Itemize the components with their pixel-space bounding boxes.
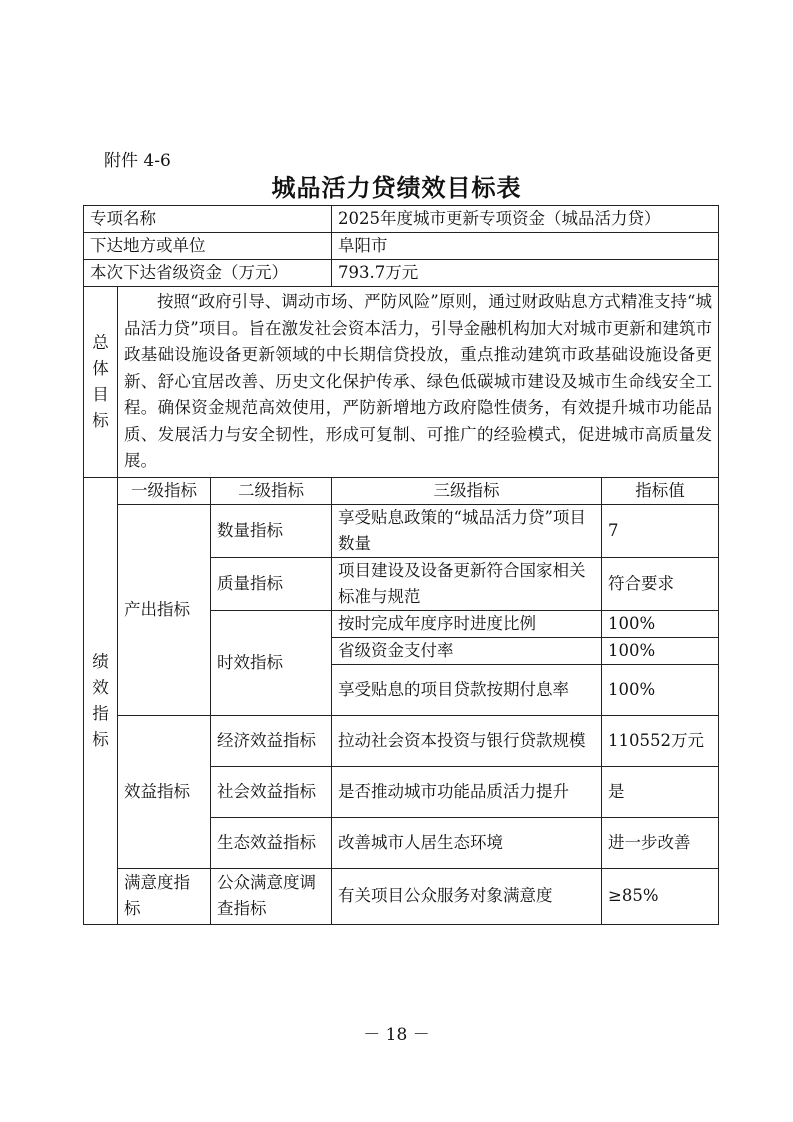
value-cell: 100% — [602, 664, 719, 715]
value-cell: 100% — [602, 637, 719, 664]
table-row — [84, 504, 719, 557]
page-number: － 18 － — [363, 1025, 430, 1045]
value-cell: 7 — [602, 504, 719, 557]
level2-cell: 生态效益指标 — [211, 817, 332, 868]
table-row — [84, 715, 719, 766]
level2-cell: 时效指标 — [211, 610, 332, 715]
overall-goal-label-text: 总体目标 — [92, 332, 109, 430]
level3-cell: 按时完成年度序时进度比例 — [332, 610, 602, 637]
value-cell: 110552万元 — [602, 715, 719, 766]
level3-cell: 享受贴息政策的“城品活力贷”项目数量 — [332, 504, 602, 557]
level2-cell: 公众满意度调查指标 — [211, 868, 332, 924]
table-row — [84, 260, 719, 287]
overall-goal-label — [84, 287, 118, 478]
level1-cell: 效益指标 — [118, 715, 211, 868]
attachment-label: 附件 4-6 — [104, 151, 171, 171]
level3-cell: 项目建设及设备更新符合国家相关标准与规范 — [332, 557, 602, 610]
level3-cell: 有关项目公众服务对象满意度 — [332, 868, 602, 924]
header-cell: 二级指标 — [211, 477, 332, 504]
value-cell: 符合要求 — [602, 557, 719, 610]
header-cell: 指标值 — [602, 477, 719, 504]
level2-cell: 社会效益指标 — [211, 766, 332, 817]
level3-cell: 省级资金支付率 — [332, 637, 602, 664]
table-row — [84, 233, 719, 260]
label-cell: 本次下达省级资金（万元） — [84, 260, 332, 287]
table-row — [84, 477, 719, 504]
value-cell: 793.7万元 — [332, 260, 719, 287]
level3-cell: 拉动社会资本投资与银行贷款规模 — [332, 715, 602, 766]
value-cell: 100% — [602, 610, 719, 637]
value-cell: 2025年度城市更新专项资金（城品活力贷） — [332, 206, 719, 233]
level2-cell: 经济效益指标 — [211, 715, 332, 766]
level2-cell: 数量指标 — [211, 504, 332, 557]
table-row — [84, 206, 719, 233]
table-row — [84, 868, 719, 924]
level3-cell: 改善城市人居生态环境 — [332, 817, 602, 868]
performance-target-table — [83, 205, 719, 925]
value-cell: 进一步改善 — [602, 817, 719, 868]
table-row — [84, 287, 719, 478]
header-cell: 三级指标 — [332, 477, 602, 504]
overall-goal-text: 按照“政府引导、调动市场、严防风险”原则，通过财政贴息方式精准支持“城品活力贷”项目。旨在激发社会资本活力，引导金融机构加大对城市更新和建筑市政基础设施设备更新领域的中长期信贷投放，重点推动建筑市政基础设施设备更新、舒心宜居改善、历史文化保护传承、绿色低碳城市建设及城市生命线安全工程。确保资金规范高效使用，严防新增地方政府隐性债务，有效提升城市功能品质、发展活力与安全韧性，形成可复制、可推广的经验模式，促进城市高质量发展。 — [118, 287, 719, 478]
label-cell: 专项名称 — [84, 206, 332, 233]
level1-cell: 满意度指标 — [118, 868, 211, 924]
level3-cell: 享受贴息的项目贷款按期付息率 — [332, 664, 602, 715]
value-cell: 是 — [602, 766, 719, 817]
header-cell: 一级指标 — [118, 477, 211, 504]
level1-cell: 产出指标 — [118, 504, 211, 715]
value-cell: ≥85% — [602, 868, 719, 924]
level2-cell: 质量指标 — [211, 557, 332, 610]
label-cell: 下达地方或单位 — [84, 233, 332, 260]
level3-cell: 是否推动城市功能品质活力提升 — [332, 766, 602, 817]
page-title: 城品活力贷绩效目标表 — [271, 173, 522, 202]
performance-label-text: 绩效指标 — [92, 651, 109, 749]
performance-label — [84, 477, 118, 924]
value-cell: 阜阳市 — [332, 233, 719, 260]
